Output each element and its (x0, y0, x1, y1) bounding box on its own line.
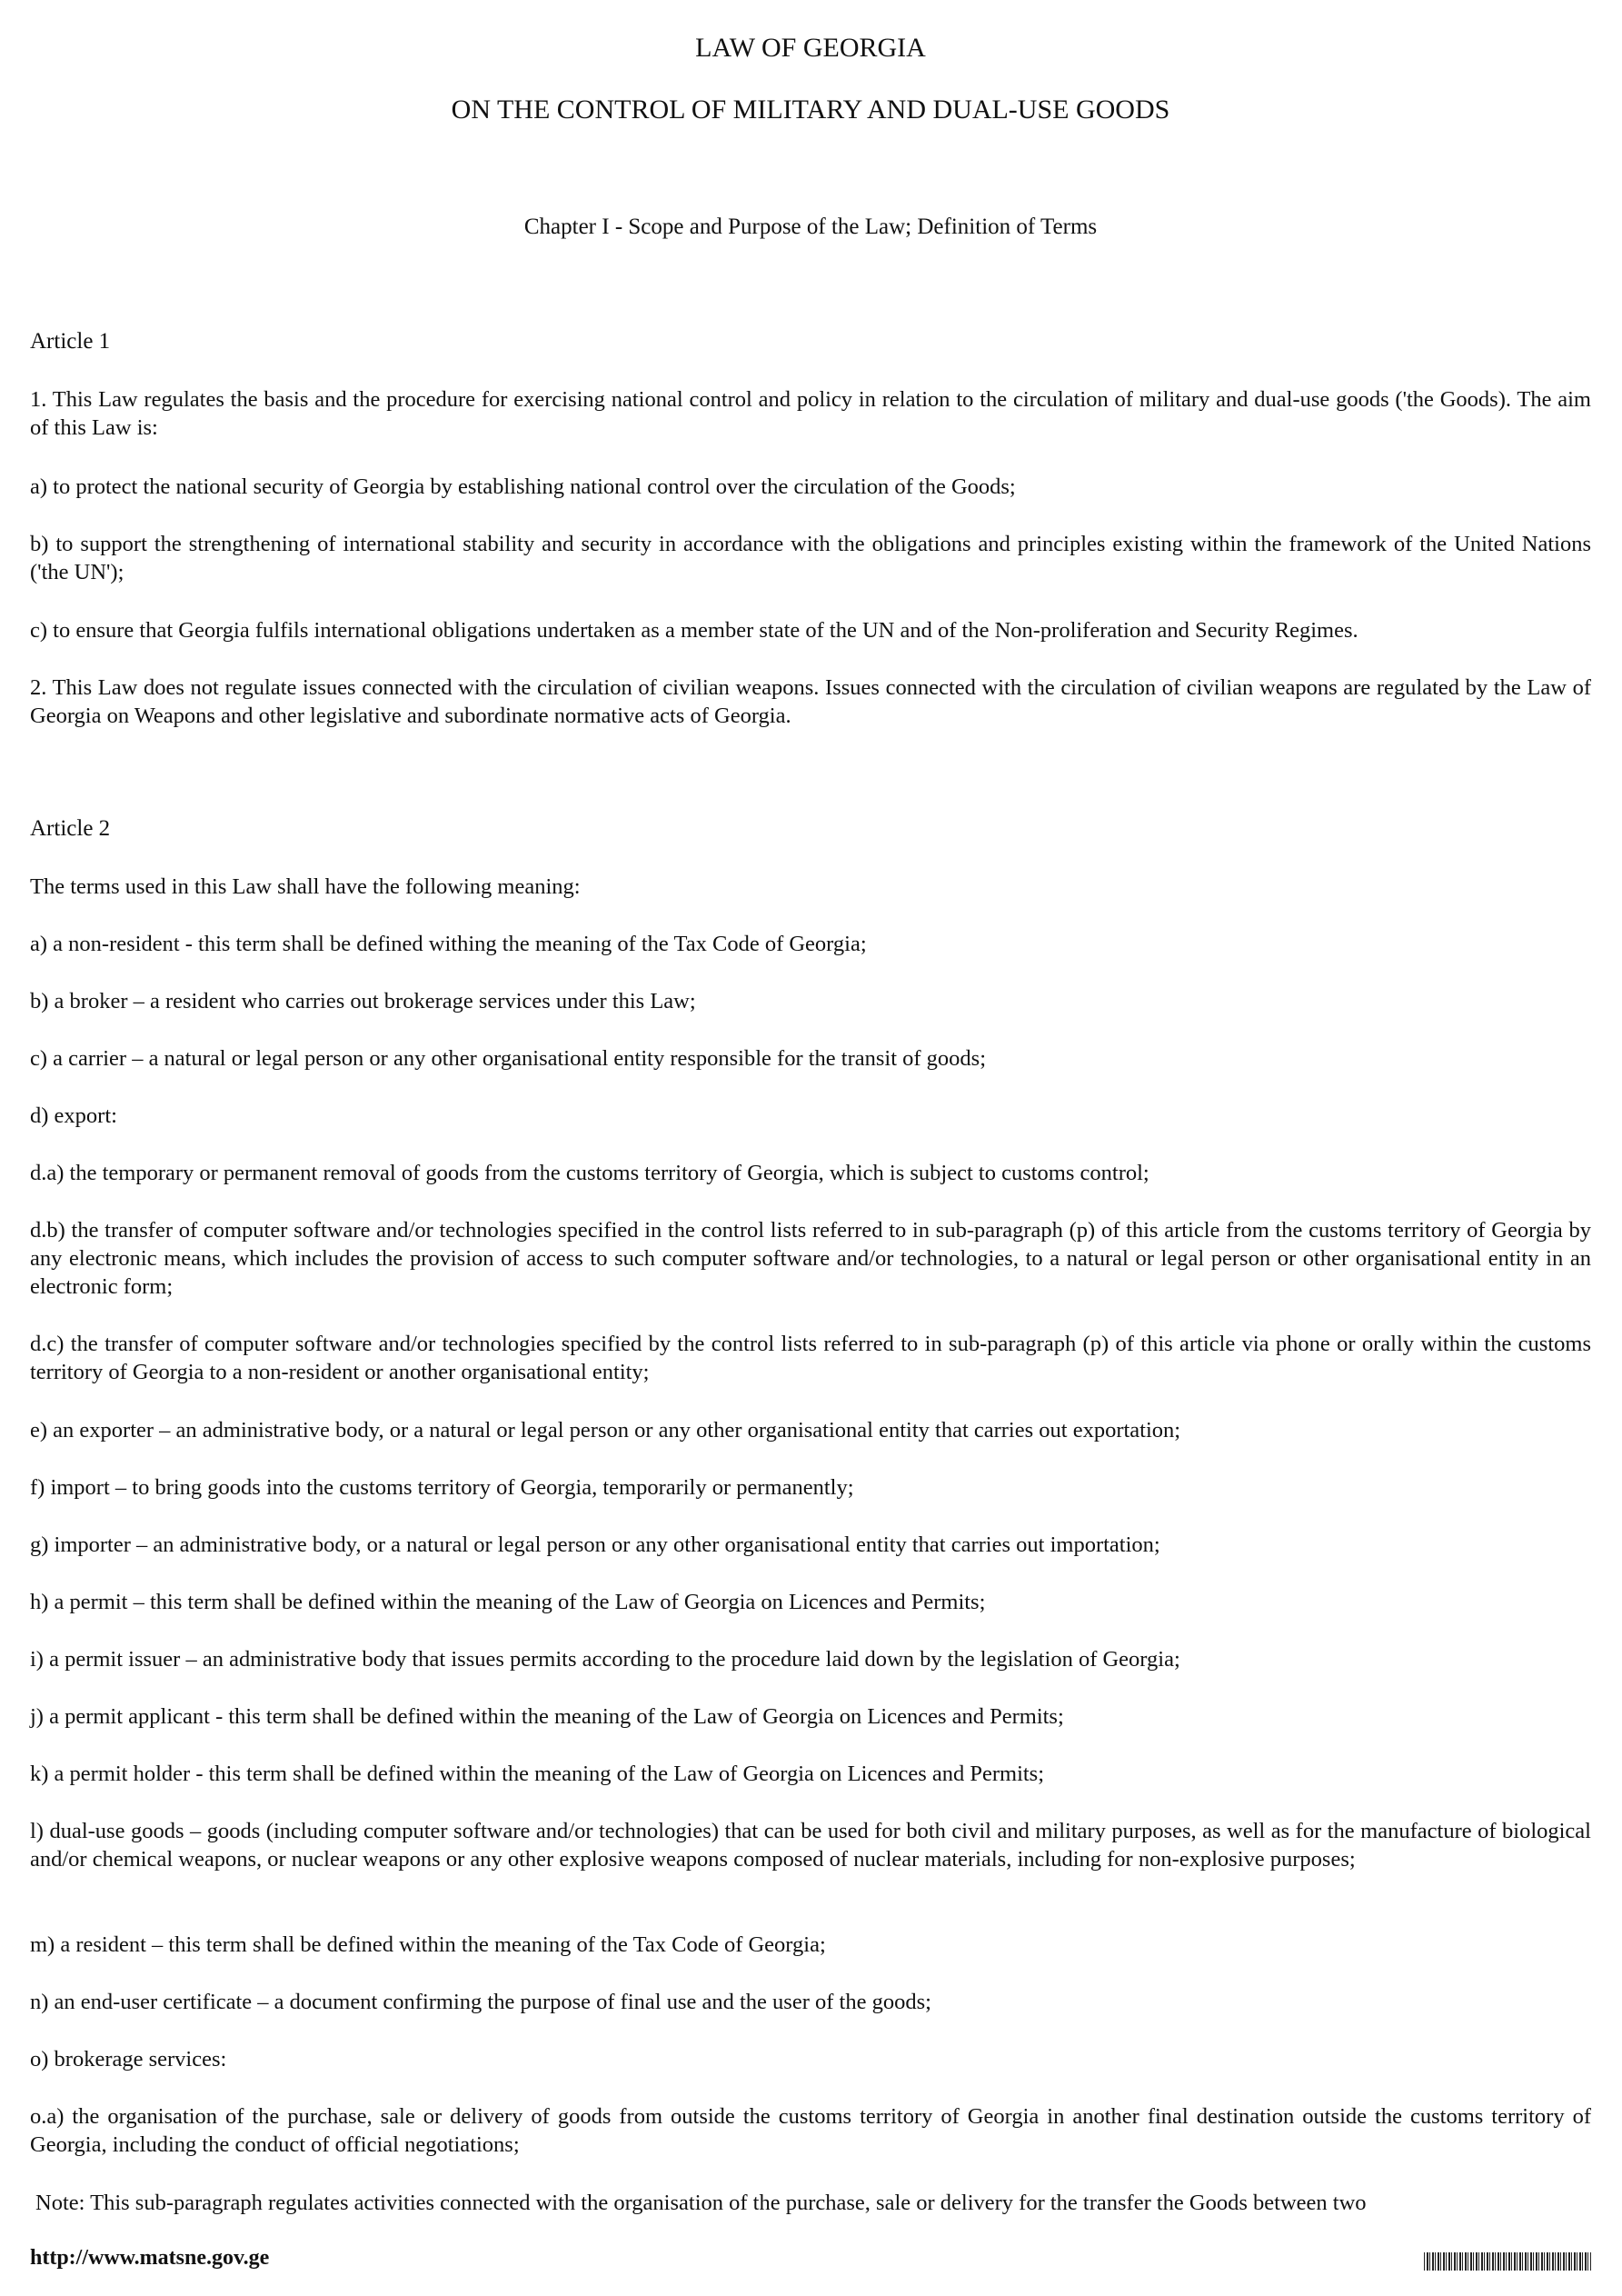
term-f: f) import – to bring goods into the customs territory of Georgia, temporarily or permanently; (30, 1475, 854, 1500)
term-d-b: d.b) the transfer of computer software and/or technologies specified in the control lists referred to in sub-paragraph (p) of this article from the customs territory of Georgia by any electronic means, which includes the provision of access to such computer software and/or technologies, to a natural or legal person or other organisational entity in an electronic form; (30, 1218, 1591, 1299)
article-1-heading: Article 1 (30, 329, 111, 354)
term-d: d) export: (30, 1103, 117, 1128)
term-o: o) brokerage services: (30, 2047, 227, 2071)
article-1-paragraph-2: 2. This Law does not regulate issues connected with the circulation of civilian weapons. Issues connected with the circulation of civilian weapons are regulated by the Law of Georgia on Weapons and other legislative and subordinate normative acts of Georgia. (30, 675, 1591, 728)
article-2-intro: The terms used in this Law shall have the following meaning: (30, 874, 581, 899)
term-g: g) importer – an administrative body, or a natural or legal person or any other organisational entity that carries out importation; (30, 1532, 1160, 1557)
term-n: n) an end-user certificate – a document confirming the purpose of final use and the user of the goods; (30, 1990, 931, 2014)
term-i: i) a permit issuer – an administrative body that issues permits according to the procedure laid down by the legislation of Georgia; (30, 1647, 1180, 1672)
term-d-c: d.c) the transfer of computer software and/or technologies specified by the control lists referred to in sub-paragraph (p) of this article via phone or orally within the customs territory of Georgia to a non-resident or another organisational entity; (30, 1332, 1591, 1384)
term-m: m) a resident – this term shall be defined within the meaning of the Tax Code of Georgia; (30, 1932, 826, 1957)
article-1-item-c: c) to ensure that Georgia fulfils international obligations undertaken as a member state of the UN and of the Non-proliferation and Security Regimes. (30, 618, 1358, 643)
article-2-heading: Article 2 (30, 816, 111, 841)
footer-url-link[interactable]: http://www.matsne.gov.ge (30, 2246, 270, 2270)
term-d-a: d.a) the temporary or permanent removal of goods from the customs territory of Georgia, which is subject to customs control; (30, 1161, 1149, 1185)
term-h: h) a permit – this term shall be defined within the meaning of the Law of Georgia on Licences and Permits; (30, 1590, 986, 1614)
chapter-heading: Chapter I - Scope and Purpose of the Law; Definition of Terms (523, 215, 1098, 239)
barcode-icon (1424, 2252, 1591, 2271)
law-subtitle: ON THE CONTROL OF MILITARY AND DUAL-USE GOODS (451, 95, 1170, 125)
term-j: j) a permit applicant - this term shall be defined within the meaning of the Law of Georgia on Licences and Permits; (30, 1704, 1064, 1729)
term-l: l) dual-use goods – goods (including computer software and/or technologies) that can be used for both civil and military purposes, as well as for the manufacture of biological and/or chemical weapons, or nuclear weapons or any other explosive weapons composed of nuclear materials, including for non-explosive purposes; (30, 1819, 1591, 1872)
article-1-item-a: a) to protect the national security of Georgia by establishing national control over the circulation of the Goods; (30, 474, 1016, 499)
term-note: Note: This sub-paragraph regulates activities connected with the organisation of the purchase, sale or delivery for the transfer the Goods between two (35, 2191, 1367, 2215)
article-1-paragraph-1: 1. This Law regulates the basis and the procedure for exercising national control and policy in relation to the circulation of military and dual-use goods ('the Goods). The aim of this Law is: (30, 387, 1591, 440)
term-b: b) a broker – a resident who carries out brokerage services under this Law; (30, 989, 696, 1013)
term-c: c) a carrier – a natural or legal person or any other organisational entity responsible for the transit of goods; (30, 1046, 987, 1071)
term-e: e) an exporter – an administrative body, or a natural or legal person or any other organisational entity that carries out exportation; (30, 1418, 1181, 1442)
article-1-item-b: b) to support the strengthening of international stability and security in accordance with the obligations and principles existing within the framework of the United Nations ('the UN'); (30, 532, 1591, 584)
law-title: LAW OF GEORGIA (695, 33, 926, 63)
term-a: a) a non-resident - this term shall be defined withing the meaning of the Tax Code of Georgia; (30, 932, 867, 956)
term-k: k) a permit holder - this term shall be defined within the meaning of the Law of Georgia on Licences and Permits; (30, 1762, 1045, 1786)
term-o-a: o.a) the organisation of the purchase, sale or delivery of goods from outside the customs territory of Georgia in another final destination outside the customs territory of Georgia, including the conduct of official negotiations; (30, 2104, 1591, 2157)
